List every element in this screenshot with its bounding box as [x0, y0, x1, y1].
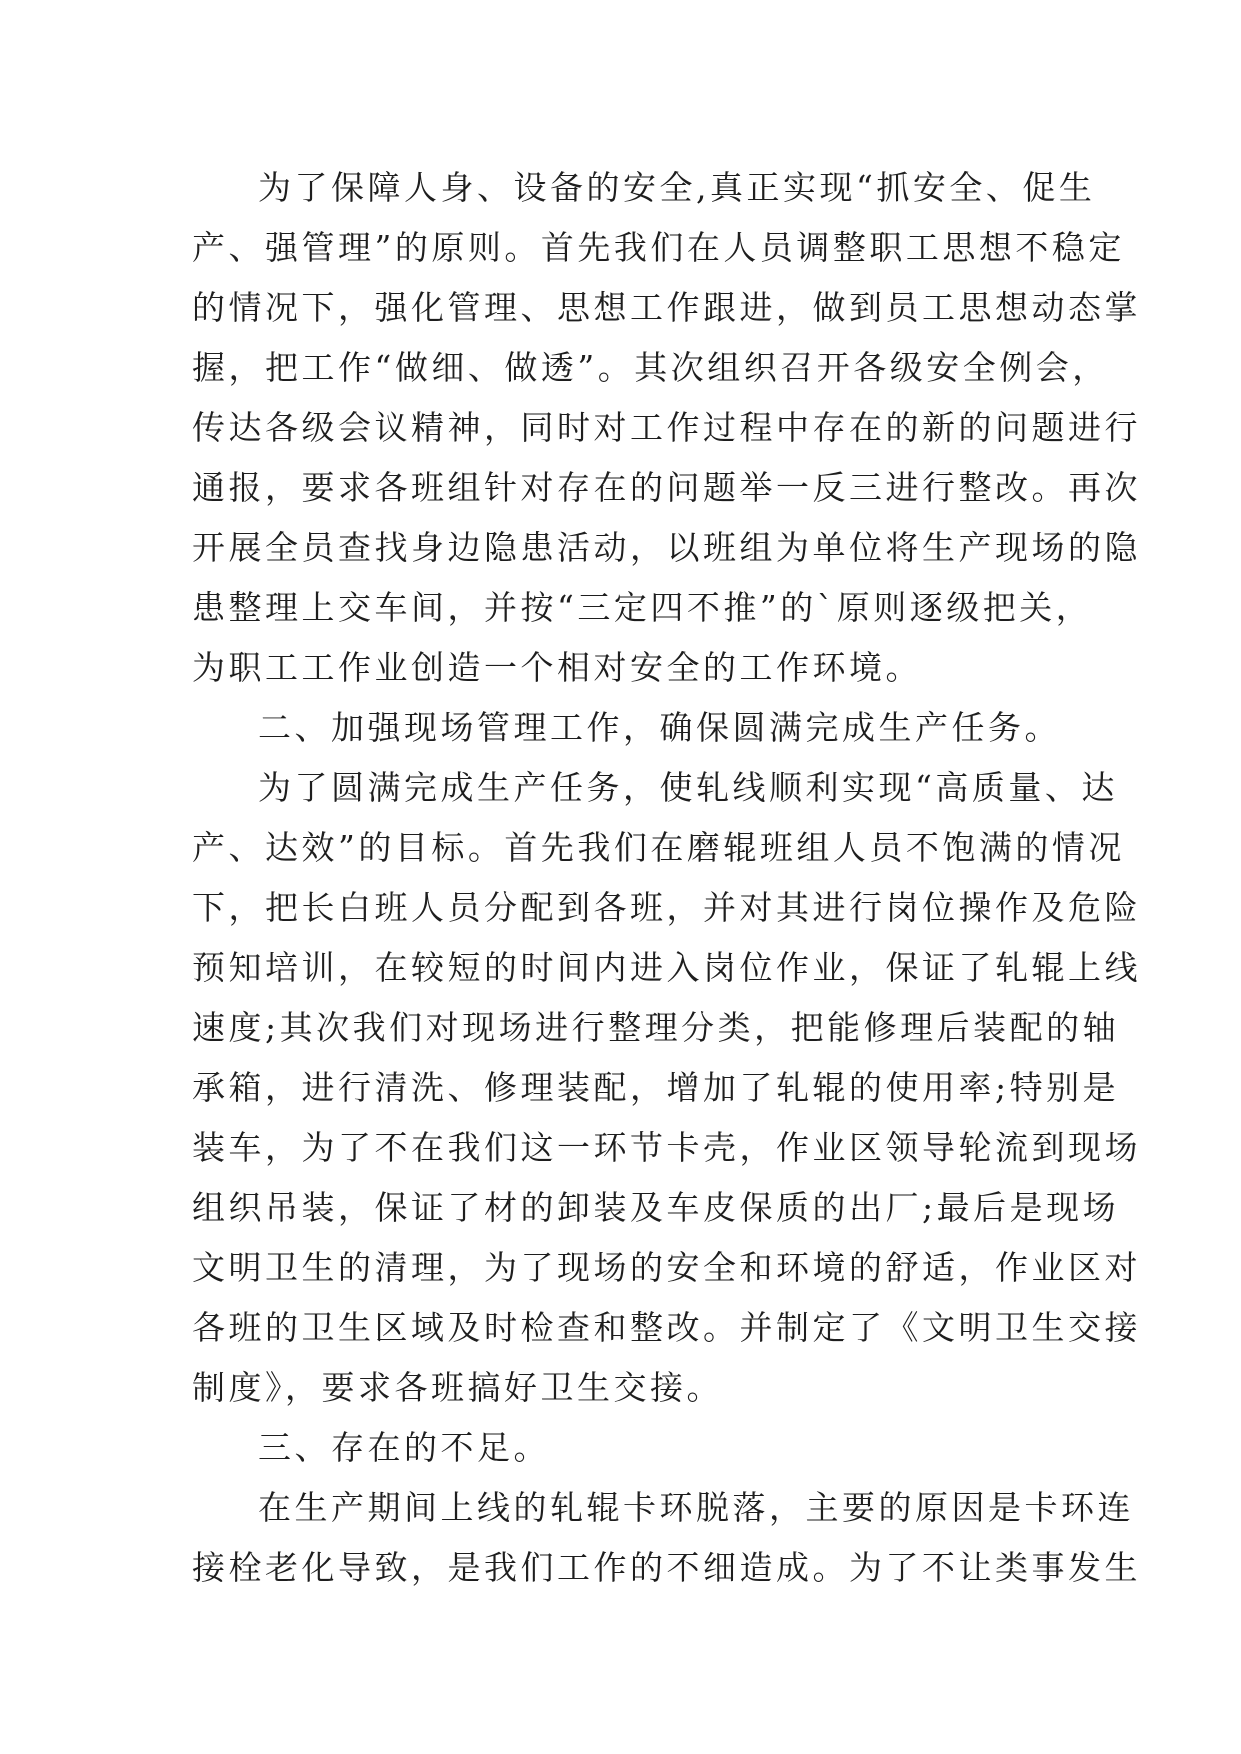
- text-line: 产、强管理”的原则。首先我们在人员调整职工思想不稳定: [192, 228, 1125, 267]
- text-line: 开展全员查找身边隐患活动，以班组为单位将生产现场的隐: [192, 528, 1141, 567]
- document-body: [192, 158, 1141, 1598]
- text-line: 三、存在的不足。: [258, 1428, 550, 1467]
- text-line: 接栓老化导致，是我们工作的不细造成。为了不让类事发生: [192, 1548, 1141, 1587]
- text-line: 速度;其次我们对现场进行整理分类，把能修理后装配的轴: [192, 1008, 1120, 1047]
- text-line: 二、加强现场管理工作，确保圆满完成生产任务。: [258, 708, 1061, 747]
- text-line: 为了圆满完成生产任务，使轧线顺利实现“高质量、达: [258, 768, 1118, 807]
- text-line: 传达各级会议精神，同时对工作过程中存在的新的问题进行: [192, 408, 1141, 447]
- text-line: 产、达效”的目标。首先我们在磨辊班组人员不饱满的情况: [192, 828, 1125, 867]
- text-line: 的情况下，强化管理、思想工作跟进，做到员工思想动态掌: [192, 288, 1141, 327]
- text-line: 装车，为了不在我们这一环节卡壳，作业区领导轮流到现场: [192, 1128, 1141, 1167]
- text-line: 文明卫生的清理，为了现场的安全和环境的舒适，作业区对: [192, 1248, 1141, 1287]
- text-line: 各班的卫生区域及时检查和整改。并制定了《文明卫生交接: [192, 1308, 1141, 1347]
- text-line: 为职工工作业创造一个相对安全的工作环境。: [192, 648, 922, 687]
- text-line: 通报，要求各班组针对存在的问题举一反三进行整改。再次: [192, 468, 1141, 507]
- text-line: 预知培训，在较短的时间内进入岗位作业，保证了轧辊上线: [192, 948, 1141, 987]
- text-line: 承箱，进行清洗、修理装配，增加了轧辊的使用率;特别是: [192, 1068, 1120, 1107]
- text-line: 为了保障人身、设备的安全,真正实现“抓安全、促生: [258, 168, 1096, 207]
- text-line: 在生产期间上线的轧辊卡环脱落，主要的原因是卡环连: [258, 1488, 1134, 1527]
- text-line: 下，把长白班人员分配到各班，并对其进行岗位操作及危险: [192, 888, 1141, 927]
- text-line: 组织吊装，保证了材的卸装及车皮保质的出厂;最后是现场: [192, 1188, 1120, 1227]
- text-line: 患整理上交车间，并按“三定四不推”的`原则逐级把关，: [192, 588, 1093, 627]
- text-line: 制度》，要求各班搞好卫生交接。: [192, 1368, 723, 1407]
- text-line: 握，把工作“做细、做透”。其次组织召开各级安全例会，: [192, 348, 1109, 387]
